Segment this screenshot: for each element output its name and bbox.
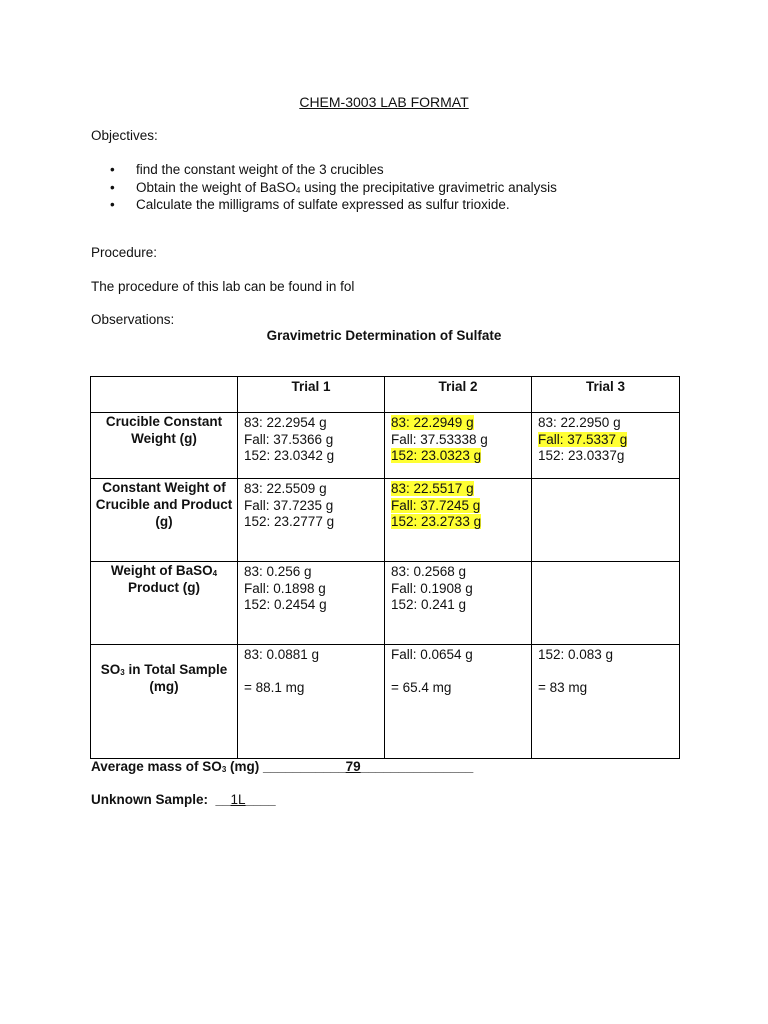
- table-cell: 152: 0.083 g = 83 mg: [532, 645, 680, 759]
- average-mass-value: 79: [345, 759, 361, 774]
- highlighted-value: 152: 23.0323 g: [391, 448, 482, 464]
- table-row: [91, 562, 680, 645]
- unknown-sample-line: Unknown Sample: __1L____: [91, 792, 276, 807]
- header-empty: [91, 377, 238, 413]
- objective-item: • Obtain the weight of BaSO$_4$ using the precipitative gravimetric analysis: [110, 179, 557, 197]
- results-table: [90, 376, 680, 759]
- table-header-row: [91, 377, 680, 413]
- table-cell: Fall: 0.0654 g = 65.4 mg: [385, 645, 532, 759]
- objective-item: • Calculate the milligrams of sulfate expressed as sulfur trioxide.: [110, 196, 557, 214]
- row-label: $SO_3$ in Total Sample (mg): [91, 645, 238, 759]
- header-trial-2: Trial 2: [385, 377, 532, 413]
- highlighted-value: 152: 23.2733 g: [391, 514, 482, 530]
- highlighted-value: 83: 22.5517 g: [391, 481, 474, 496]
- table-cell: 83: 22.2954 g Fall: 37.5366 g 152: 23.0342 g: [238, 413, 385, 479]
- observations-heading: Observations:: [91, 312, 175, 327]
- table-row: [91, 645, 680, 759]
- table-cell: 83: 0.2568 g Fall: 0.1908 g 152: 0.241 g: [385, 562, 532, 645]
- table-cell-empty: [532, 479, 680, 562]
- table-cell-empty: [532, 562, 680, 645]
- row-label: Weight of BaSO$_4$ Product (g): [91, 562, 238, 645]
- table-cell: 83: 22.2950 g Fall: 37.5337 g 152: 23.0337g: [532, 413, 680, 479]
- table-cell: 83: 0.0881 g = 88.1 mg: [238, 645, 385, 759]
- table-row: [91, 413, 680, 479]
- table-cell: [385, 479, 532, 562]
- highlighted-value: Fall: 37.5337 g: [538, 431, 628, 447]
- objectives-heading: Objectives:: [91, 128, 158, 143]
- header-trial-1: Trial 1: [238, 377, 385, 413]
- document-title: CHEM-3003 LAB FORMAT: [299, 94, 469, 110]
- row-label: Crucible Constant Weight (g): [91, 413, 238, 479]
- procedure-text: The procedure of this lab can be found in fol: [91, 279, 355, 294]
- highlighted-value: 83: 22.2949 g: [391, 415, 474, 430]
- objective-item: • find the constant weight of the 3 crucibles: [110, 161, 557, 179]
- table-row: [91, 479, 680, 562]
- table-cell: 83: 0.256 g Fall: 0.1898 g 152: 0.2454 g: [238, 562, 385, 645]
- procedure-heading: Procedure:: [91, 245, 158, 260]
- unknown-sample-value: 1L: [230, 792, 246, 807]
- table-title: Gravimetric Determination of Sulfate: [266, 328, 502, 343]
- highlighted-value: Fall: 37.7245 g: [391, 497, 481, 513]
- average-mass-line: Average mass of $SO_3$ (mg) ___________79_______________: [91, 759, 474, 774]
- header-trial-3: Trial 3: [532, 377, 680, 413]
- objectives-list: [110, 161, 557, 214]
- row-label: Constant Weight of Crucible and Product (g): [91, 479, 238, 562]
- table-cell: 83: 22.2949 g Fall: 37.53338 g 152: 23.0323 g: [385, 413, 532, 479]
- table-cell: 83: 22.5509 g Fall: 37.7235 g 152: 23.2777 g: [238, 479, 385, 562]
